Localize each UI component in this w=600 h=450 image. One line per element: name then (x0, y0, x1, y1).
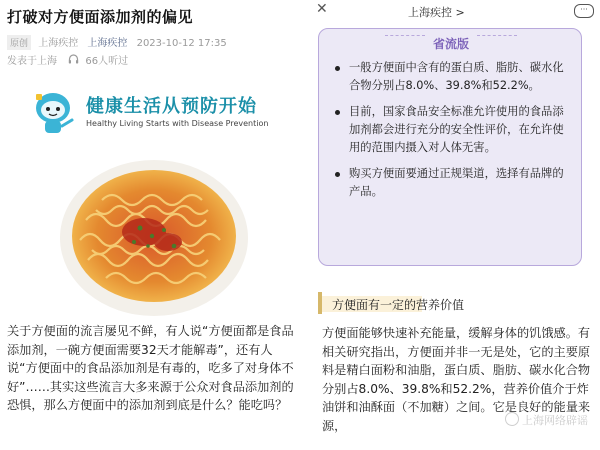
mascot-icon (28, 88, 78, 138)
section-body-paragraph: 方便面能够快速补充能量，缓解身体的饥饿感。有相关研究指出，方便面并非一无是处，它的主要原料是精白面粉和油脂，蛋白质、脂肪、碳水化合物分别占8.0%、39.8%和52.2%，营养价值介于炸油饼和油酥面（不加糖）之间。它是良好的能量来源， (322, 326, 591, 433)
summary-card (318, 28, 582, 266)
health-banner (28, 86, 282, 140)
noodle-bowl-image (56, 150, 252, 320)
summary-point (335, 103, 567, 157)
article-meta-secondary (7, 52, 128, 67)
watermark-text: 上海网络辟谣 (522, 414, 588, 427)
article-title: 打破对方便面添加剂的偏见 (7, 8, 194, 26)
summary-point (335, 165, 567, 201)
close-icon[interactable]: ✕ (316, 1, 328, 17)
bullet-icon (335, 66, 340, 71)
article-meta (7, 34, 227, 50)
source-account-link[interactable]: 上海疾控 > (408, 6, 465, 19)
watermark-logo-icon (505, 412, 519, 426)
right-article-panel (308, 0, 600, 450)
bullet-icon (335, 110, 340, 115)
listen-count[interactable]: 66人听过 (85, 56, 129, 67)
publish-location: 发表于上海 (7, 56, 57, 67)
watermark (505, 412, 588, 428)
summary-point (335, 59, 567, 95)
section-heading (318, 292, 465, 314)
banner-slogan: 健康生活从预防开始 (86, 96, 257, 117)
summary-point-text: 目前，国家食品安全标准允许使用的食品添加剂都会进行充分的安全性评价，在允许使用的范围内摄入对人体无害。 (349, 105, 564, 154)
author-link[interactable]: 上海疾控 (87, 38, 128, 49)
more-options-icon[interactable]: ··· (574, 4, 594, 18)
top-nav-bar (308, 0, 600, 22)
section-heading-text: 方便面有一定的营养价值 (332, 298, 465, 312)
summary-point-text: 购买方便面要通过正规渠道，选择有品牌的产品。 (349, 167, 564, 198)
summary-card-title: 省流版 (432, 37, 469, 51)
original-badge: 原创 (7, 35, 31, 50)
bullet-icon (335, 172, 340, 177)
publish-datetime: 2023-10-12 17:35 (136, 38, 227, 49)
channel-name[interactable]: 上海疾控 (38, 38, 79, 49)
banner-slogan-english: Healthy Living Starts with Disease Prevention (86, 119, 269, 128)
article-body (7, 322, 297, 415)
summary-points-list (335, 59, 567, 209)
summary-point-text: 一般方便面中含有的蛋白质、脂肪、碳水化合物分别占8.0%、39.8%和52.2%。 (349, 61, 564, 92)
headphones-icon (68, 54, 79, 67)
article-body-paragraph: 关于方便面的流言屡见不鲜，有人说“方便面都是食品添加剂，一碗方便面需要32天才能解毒”，还有人说“方便面中的食品添加剂是有毒的，吃多了对身体不好”……其实这些流言大多来源于公众对食品添加剂的恐惧，那么方便面中的添加剂到底是什么？能吃吗？ (7, 324, 294, 412)
